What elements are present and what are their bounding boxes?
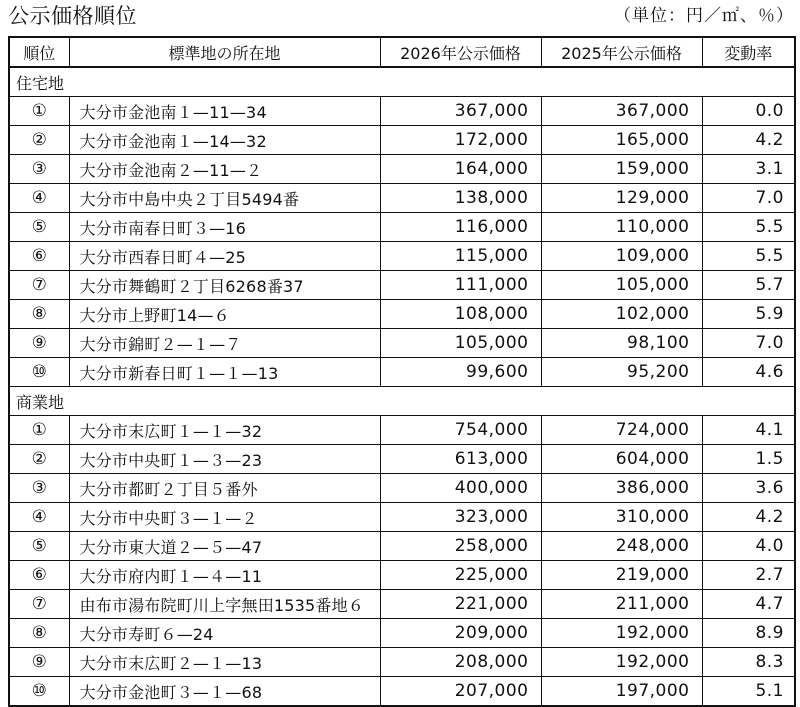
location-cell: 大分市都町２丁目５番外 [69, 474, 380, 503]
location-cell: 大分市中央町１—３—23 [69, 445, 380, 474]
table-row [9, 358, 795, 387]
location-cell: 大分市金池町３—１—68 [69, 677, 380, 707]
location-cell: 大分市金池南１—14—32 [69, 126, 380, 155]
table-row [9, 155, 795, 184]
price-2026-cell: 207,000 [380, 677, 541, 707]
price-2026-cell: 172,000 [380, 126, 541, 155]
header-row [9, 37, 795, 67]
section-row [9, 67, 795, 97]
price-ranking-table [8, 36, 796, 707]
price-2025-cell: 165,000 [541, 126, 702, 155]
price-2026-cell: 111,000 [380, 271, 541, 300]
table-row [9, 213, 795, 242]
price-2025-cell: 192,000 [541, 619, 702, 648]
table-row [9, 97, 795, 126]
location-cell: 大分市新春日町１—１—13 [69, 358, 380, 387]
location-cell: 大分市舞鶴町２丁目6268番37 [69, 271, 380, 300]
location-cell: 大分市府内町１—４—11 [69, 561, 380, 590]
page-title: 公示価格順位 [8, 4, 137, 28]
location-cell: 大分市中央町３—１—２ [69, 503, 380, 532]
rank-cell: ⑤ [9, 213, 69, 242]
table-row [9, 474, 795, 503]
price-2026-cell: 108,000 [380, 300, 541, 329]
rank-cell: ⑧ [9, 300, 69, 329]
location-cell: 大分市西春日町４—25 [69, 242, 380, 271]
price-2026-cell: 323,000 [380, 503, 541, 532]
rank-cell: ⑩ [9, 358, 69, 387]
change-rate-cell: 7.0 [702, 184, 795, 213]
rank-cell: ⑦ [9, 271, 69, 300]
price-2025-cell: 211,000 [541, 590, 702, 619]
rank-cell: ⑨ [9, 329, 69, 358]
rank-cell: ⑨ [9, 648, 69, 677]
price-2026-cell: 400,000 [380, 474, 541, 503]
location-cell: 大分市金池南１—11—34 [69, 97, 380, 126]
price-2026-cell: 209,000 [380, 619, 541, 648]
price-2025-cell: 110,000 [541, 213, 702, 242]
unit-note: （単位：円／㎡、％） [614, 6, 794, 26]
rank-cell: ④ [9, 184, 69, 213]
change-rate-cell: 4.7 [702, 590, 795, 619]
table-row [9, 300, 795, 329]
change-rate-cell: 5.7 [702, 271, 795, 300]
change-rate-cell: 5.5 [702, 213, 795, 242]
change-rate-cell: 5.9 [702, 300, 795, 329]
price-2025-cell: 95,200 [541, 358, 702, 387]
price-2026-cell: 115,000 [380, 242, 541, 271]
rank-cell: ① [9, 416, 69, 445]
change-rate-cell: 4.1 [702, 416, 795, 445]
table-row [9, 416, 795, 445]
header-location: 標準地の所在地 [69, 37, 380, 67]
rank-cell: ③ [9, 474, 69, 503]
table-row [9, 532, 795, 561]
price-2026-cell: 225,000 [380, 561, 541, 590]
location-cell: 大分市東大道２—５—47 [69, 532, 380, 561]
price-2025-cell: 367,000 [541, 97, 702, 126]
price-2026-cell: 138,000 [380, 184, 541, 213]
table-body [9, 67, 795, 706]
price-2026-cell: 116,000 [380, 213, 541, 242]
price-2026-cell: 99,600 [380, 358, 541, 387]
table-row [9, 242, 795, 271]
change-rate-cell: 7.0 [702, 329, 795, 358]
table-row [9, 329, 795, 358]
table-row [9, 184, 795, 213]
price-2026-cell: 754,000 [380, 416, 541, 445]
table-row [9, 271, 795, 300]
section-row [9, 387, 795, 416]
change-rate-cell: 8.9 [702, 619, 795, 648]
header-change-rate: 変動率 [702, 37, 795, 67]
price-2025-cell: 248,000 [541, 532, 702, 561]
section-label: 商業地 [9, 387, 795, 416]
price-2026-cell: 105,000 [380, 329, 541, 358]
location-cell: 大分市錦町２—１—７ [69, 329, 380, 358]
price-2026-cell: 613,000 [380, 445, 541, 474]
price-2025-cell: 219,000 [541, 561, 702, 590]
rank-cell: ③ [9, 155, 69, 184]
price-2026-cell: 208,000 [380, 648, 541, 677]
table-row [9, 590, 795, 619]
change-rate-cell: 8.3 [702, 648, 795, 677]
change-rate-cell: 4.6 [702, 358, 795, 387]
price-2026-cell: 367,000 [380, 97, 541, 126]
price-2025-cell: 724,000 [541, 416, 702, 445]
change-rate-cell: 2.7 [702, 561, 795, 590]
table-row [9, 561, 795, 590]
rank-cell: ② [9, 445, 69, 474]
rank-cell: ⑤ [9, 532, 69, 561]
location-cell: 大分市金池南２—11—２ [69, 155, 380, 184]
rank-cell: ② [9, 126, 69, 155]
location-cell: 由布市湯布院町川上字無田1535番地６ [69, 590, 380, 619]
table-row [9, 503, 795, 532]
rank-cell: ⑦ [9, 590, 69, 619]
table-row [9, 648, 795, 677]
price-2025-cell: 98,100 [541, 329, 702, 358]
change-rate-cell: 4.2 [702, 503, 795, 532]
price-2025-cell: 192,000 [541, 648, 702, 677]
location-cell: 大分市寿町６—24 [69, 619, 380, 648]
header-rank: 順位 [9, 37, 69, 67]
table-row [9, 619, 795, 648]
location-cell: 大分市末広町１—１—32 [69, 416, 380, 445]
rank-cell: ④ [9, 503, 69, 532]
table-row [9, 445, 795, 474]
location-cell: 大分市末広町２—１—13 [69, 648, 380, 677]
header-price-2025: 2025年公示価格 [541, 37, 702, 67]
rank-cell: ⑥ [9, 242, 69, 271]
price-2025-cell: 109,000 [541, 242, 702, 271]
location-cell: 大分市上野町14—６ [69, 300, 380, 329]
rank-cell: ① [9, 97, 69, 126]
price-2025-cell: 159,000 [541, 155, 702, 184]
price-2026-cell: 221,000 [380, 590, 541, 619]
price-2025-cell: 197,000 [541, 677, 702, 707]
price-2025-cell: 129,000 [541, 184, 702, 213]
header-price-2026: 2026年公示価格 [380, 37, 541, 67]
rank-cell: ⑩ [9, 677, 69, 707]
rank-cell: ⑥ [9, 561, 69, 590]
price-2025-cell: 604,000 [541, 445, 702, 474]
change-rate-cell: 5.1 [702, 677, 795, 707]
change-rate-cell: 0.0 [702, 97, 795, 126]
price-2025-cell: 310,000 [541, 503, 702, 532]
change-rate-cell: 4.0 [702, 532, 795, 561]
price-2025-cell: 105,000 [541, 271, 702, 300]
change-rate-cell: 3.6 [702, 474, 795, 503]
change-rate-cell: 1.5 [702, 445, 795, 474]
price-2025-cell: 102,000 [541, 300, 702, 329]
location-cell: 大分市南春日町３—16 [69, 213, 380, 242]
change-rate-cell: 4.2 [702, 126, 795, 155]
price-2026-cell: 164,000 [380, 155, 541, 184]
change-rate-cell: 3.1 [702, 155, 795, 184]
table-row [9, 126, 795, 155]
rank-cell: ⑧ [9, 619, 69, 648]
table-row [9, 677, 795, 707]
price-2026-cell: 258,000 [380, 532, 541, 561]
change-rate-cell: 5.5 [702, 242, 795, 271]
price-2025-cell: 386,000 [541, 474, 702, 503]
location-cell: 大分市中島中央２丁目5494番 [69, 184, 380, 213]
section-label: 住宅地 [9, 67, 795, 97]
